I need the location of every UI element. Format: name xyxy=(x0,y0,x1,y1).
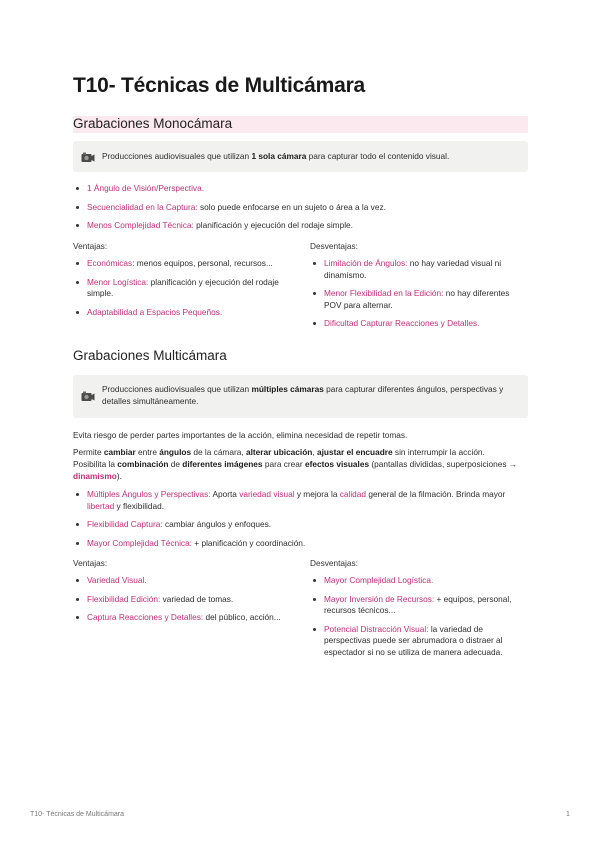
section-heading-mono xyxy=(73,116,528,133)
list-item: 1 Ángulo de Visión/Perspectiva. xyxy=(73,183,528,195)
list-item: Múltiples Ángulos y Perspectivas: Aporta variedad visual y mejora la calidad general de la filmación. Brinda mayor libertad y flexibilidad. xyxy=(73,489,528,512)
section-heading-mono-text: Grabaciones Monocámara xyxy=(73,116,233,131)
multi-bullet-list xyxy=(73,489,528,549)
multi-ventajas-list xyxy=(73,575,288,624)
list-item: Mayor Inversión de Recursos: + equipos, personal, recursos técnicos... xyxy=(310,594,528,617)
mono-ventajas-list xyxy=(73,258,288,318)
multi-desventajas-label: Desventajas: xyxy=(310,558,358,568)
section-heading-multi-text: Grabaciones Multicámara xyxy=(73,348,227,363)
multi-paragraph-2: Permite cambiar entre ángulos de la cámara, alterar ubicación, ajustar el encuadre sin interrumpir la acción. Posibilita la combinación de diferentes imágenes para crear efectos visuales (pantallas divididas, superposiciones → dinamismo). xyxy=(73,447,518,481)
list-item: Variedad Visual. xyxy=(73,575,288,587)
list-item: Económicas: menos equipos, personal, recursos... xyxy=(73,258,288,270)
mono-desventajas-label: Desventajas: xyxy=(310,241,358,251)
list-item: Mayor Complejidad Logística. xyxy=(310,575,528,587)
list-item: Flexibilidad Captura: cambiar ángulos y enfoques. xyxy=(73,519,528,531)
page-title: T10- Técnicas de Multicámara xyxy=(73,74,366,97)
callout-multi xyxy=(73,375,528,418)
list-item: Potencial Distracción Visual: la variedad de perspectivas puede ser abrumadora o distraer al espectador si no se utiliza de manera adecuada. xyxy=(310,624,528,659)
page-number: 1 xyxy=(566,811,570,818)
camera-icon xyxy=(81,391,95,402)
multi-desventajas-list xyxy=(310,575,528,658)
list-item: Menor Flexibilidad en la Edición: no hay diferentes POV para alternar. xyxy=(310,288,528,311)
footer-title: T10- Técnicas de Multicámara xyxy=(30,811,125,818)
list-item: Adaptabilidad a Espacios Pequeños. xyxy=(73,307,288,319)
list-item: Dificultad Capturar Reacciones y Detalles. xyxy=(310,318,528,330)
mono-bullet-list xyxy=(73,183,528,232)
list-item: Menor Logística: planificación y ejecución del rodaje simple. xyxy=(73,277,288,300)
mono-ventajas-label: Ventajas: xyxy=(73,241,108,251)
mono-desventajas-list xyxy=(310,258,528,330)
list-item: Secuencialidad en la Captura: solo puede enfocarse en un sujeto o área a la vez. xyxy=(73,202,528,214)
list-item: Limitación de Ángulos: no hay variedad visual ni dinamismo. xyxy=(310,258,528,281)
list-item: Captura Reacciones y Detalles: del público, acción... xyxy=(73,612,288,624)
multi-paragraph-1: Evita riesgo de perder partes importantes de la acción, elimina necesidad de repetir tomas. xyxy=(73,430,408,440)
list-item: Mayor Complejidad Técnica: + planificación y coordinación. xyxy=(73,538,528,550)
section-heading-multi xyxy=(73,348,528,365)
callout-mono xyxy=(73,141,528,172)
callout-multi-text: Producciones audiovisuales que utilizan múltiples cámaras para capturar diferentes ángulos, perspectivas y detalles simultáneamente. xyxy=(102,384,504,406)
camera-icon xyxy=(81,152,95,163)
callout-mono-text: Producciones audiovisuales que utilizan 1 sola cámara para capturar todo el contenido visual. xyxy=(102,151,450,161)
multi-ventajas-label: Ventajas: xyxy=(73,558,108,568)
list-item: Menos Complejidad Técnica: planificación y ejecución del rodaje simple. xyxy=(73,220,528,232)
list-item: Flexibilidad Edición: variedad de tomas. xyxy=(73,594,288,606)
